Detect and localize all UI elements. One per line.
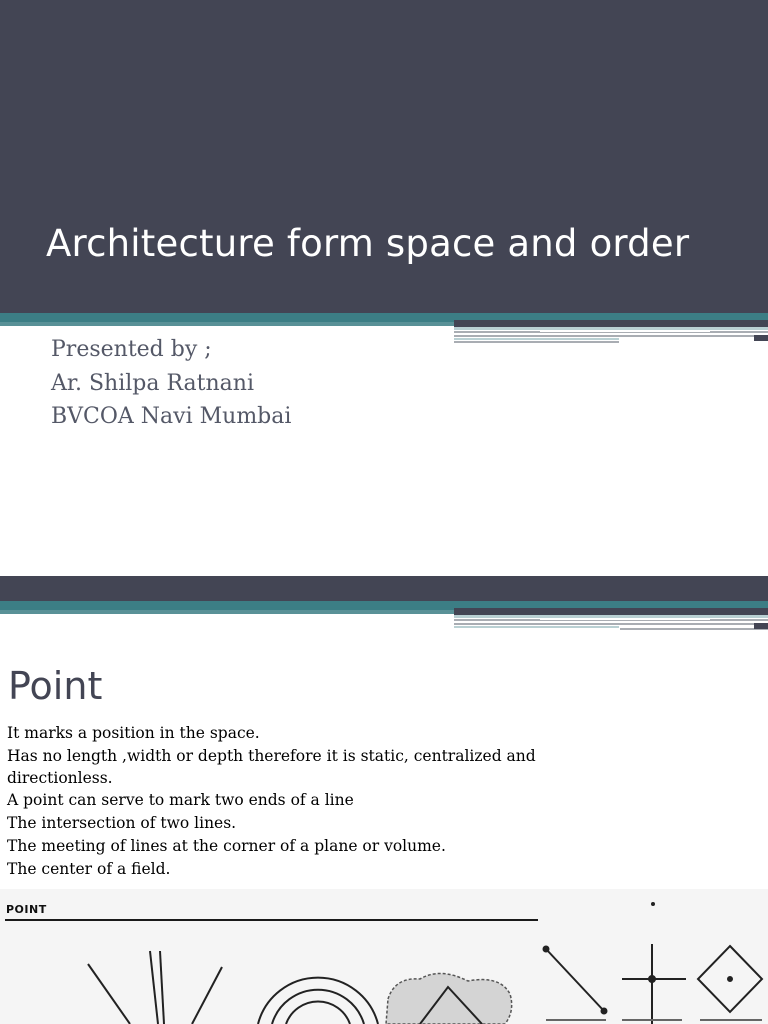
list-item: A point can serve to mark two ends of a line	[7, 791, 354, 809]
point-slide	[0, 576, 768, 1024]
line-endpoints-sketch	[544, 947, 607, 1021]
figure-label: POINT	[6, 903, 47, 916]
slide-title: Point	[8, 664, 103, 708]
point-slide-header-band	[0, 576, 768, 601]
point-sketches	[0, 889, 768, 1024]
list-item: It marks a position in the space.	[7, 724, 260, 742]
presenter-institution: BVCOA Navi Mumbai	[51, 404, 292, 429]
field-center-sketch	[698, 946, 762, 1020]
title-slide-header-band	[0, 0, 768, 313]
concentric-circles-sketch	[258, 978, 378, 1024]
presenter-name: Ar. Shilpa Ratnani	[51, 370, 254, 396]
plane-corner-sketch	[386, 973, 512, 1024]
intersection-sketch	[622, 944, 686, 1024]
point-description-list	[7, 722, 592, 881]
point-illustration	[0, 889, 768, 1024]
converging-lines-sketch	[88, 951, 222, 1024]
list-item: The meeting of lines at the corner of a plane or volume.	[7, 837, 446, 855]
presentation-title: Architecture form space and order	[46, 222, 690, 265]
list-item: Has no length ,width or depth therefore it is static, centralized and directionless.	[7, 747, 536, 787]
decorative-stripes	[0, 601, 768, 631]
list-item: The center of a field.	[7, 860, 171, 878]
presenter-line: Presented by ;	[51, 337, 212, 362]
list-item: The intersection of two lines.	[7, 814, 237, 832]
presenter-info	[51, 333, 291, 434]
single-point-dot	[651, 902, 655, 906]
